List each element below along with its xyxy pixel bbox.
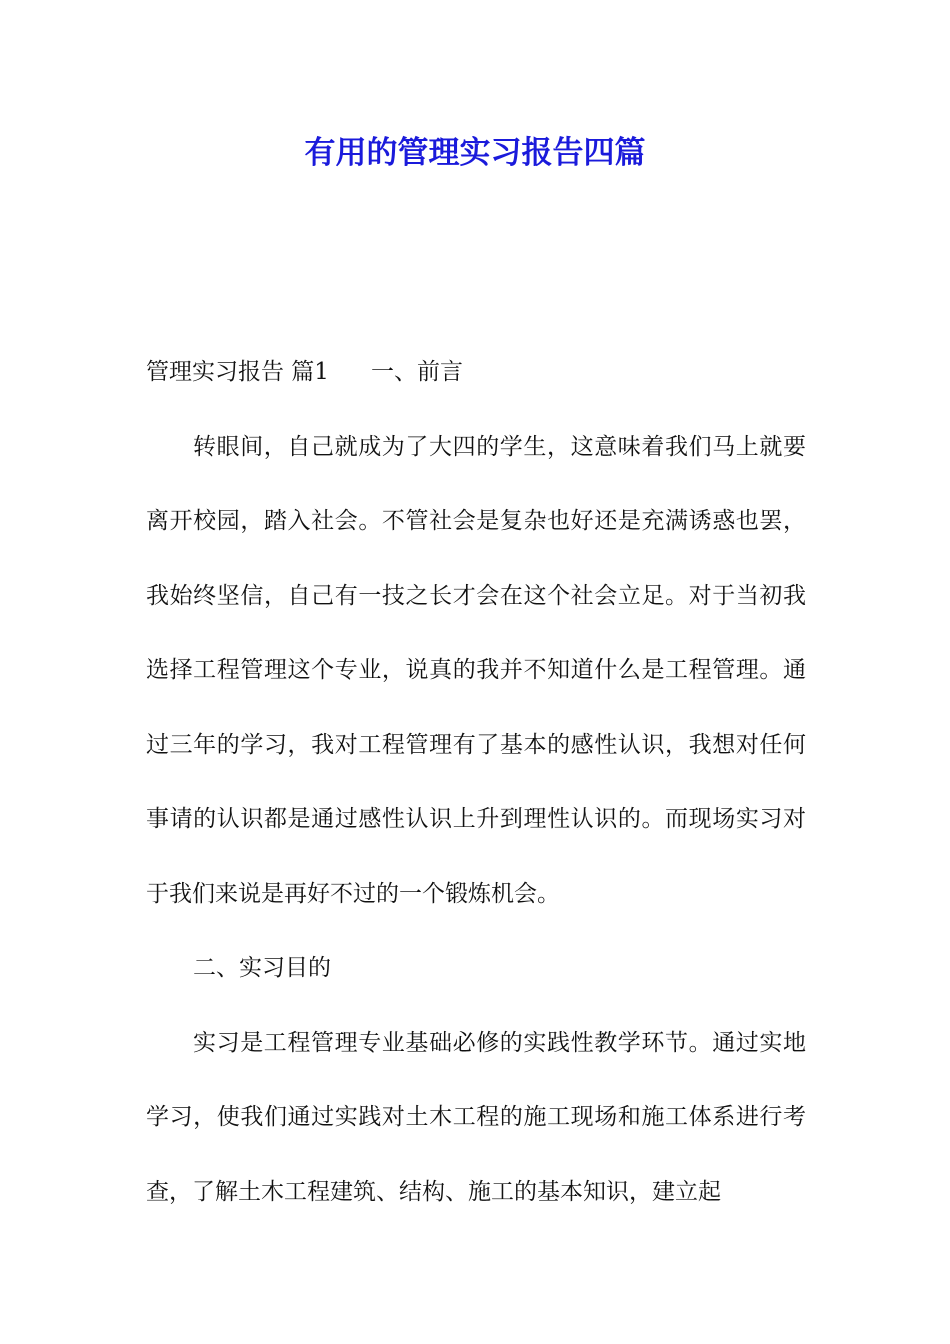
paragraph-preface: 转眼间，自己就成为了大四的学生，这意味着我们马上就要离开校园，踏入社会。不管社会是复杂也好还是充满诱惑也罢，我始终坚信，自己有一技之长才会在这个社会立足。对于当初我选择工程管理这个专业，说真的我并不知道什么是工程管理。通过三年的学习，我对工程管理有了基本的感性认识，我想对任何事请的认识都是通过感性认识上升到理性认识的。而现场实习对于我们来说是再好不过的一个锻炼机会。 <box>146 433 806 907</box>
document-body <box>146 335 806 1229</box>
section-heading: 管理实习报告 篇1 <box>146 359 329 385</box>
section-heading-line <box>146 335 806 410</box>
subheading-preface: 一、前言 <box>370 359 463 385</box>
subheading-purpose: 二、实习目的 <box>193 955 331 981</box>
paragraph-purpose: 实习是工程管理专业基础必修的实践性教学环节。通过实地学习，使我们通过实践对土木工程的施工现场和施工体系进行考查，了解土木工程建筑、结构、施工的基本知识，建立起 <box>146 1029 806 1205</box>
document-title: 有用的管理实习报告四篇 <box>304 135 646 171</box>
